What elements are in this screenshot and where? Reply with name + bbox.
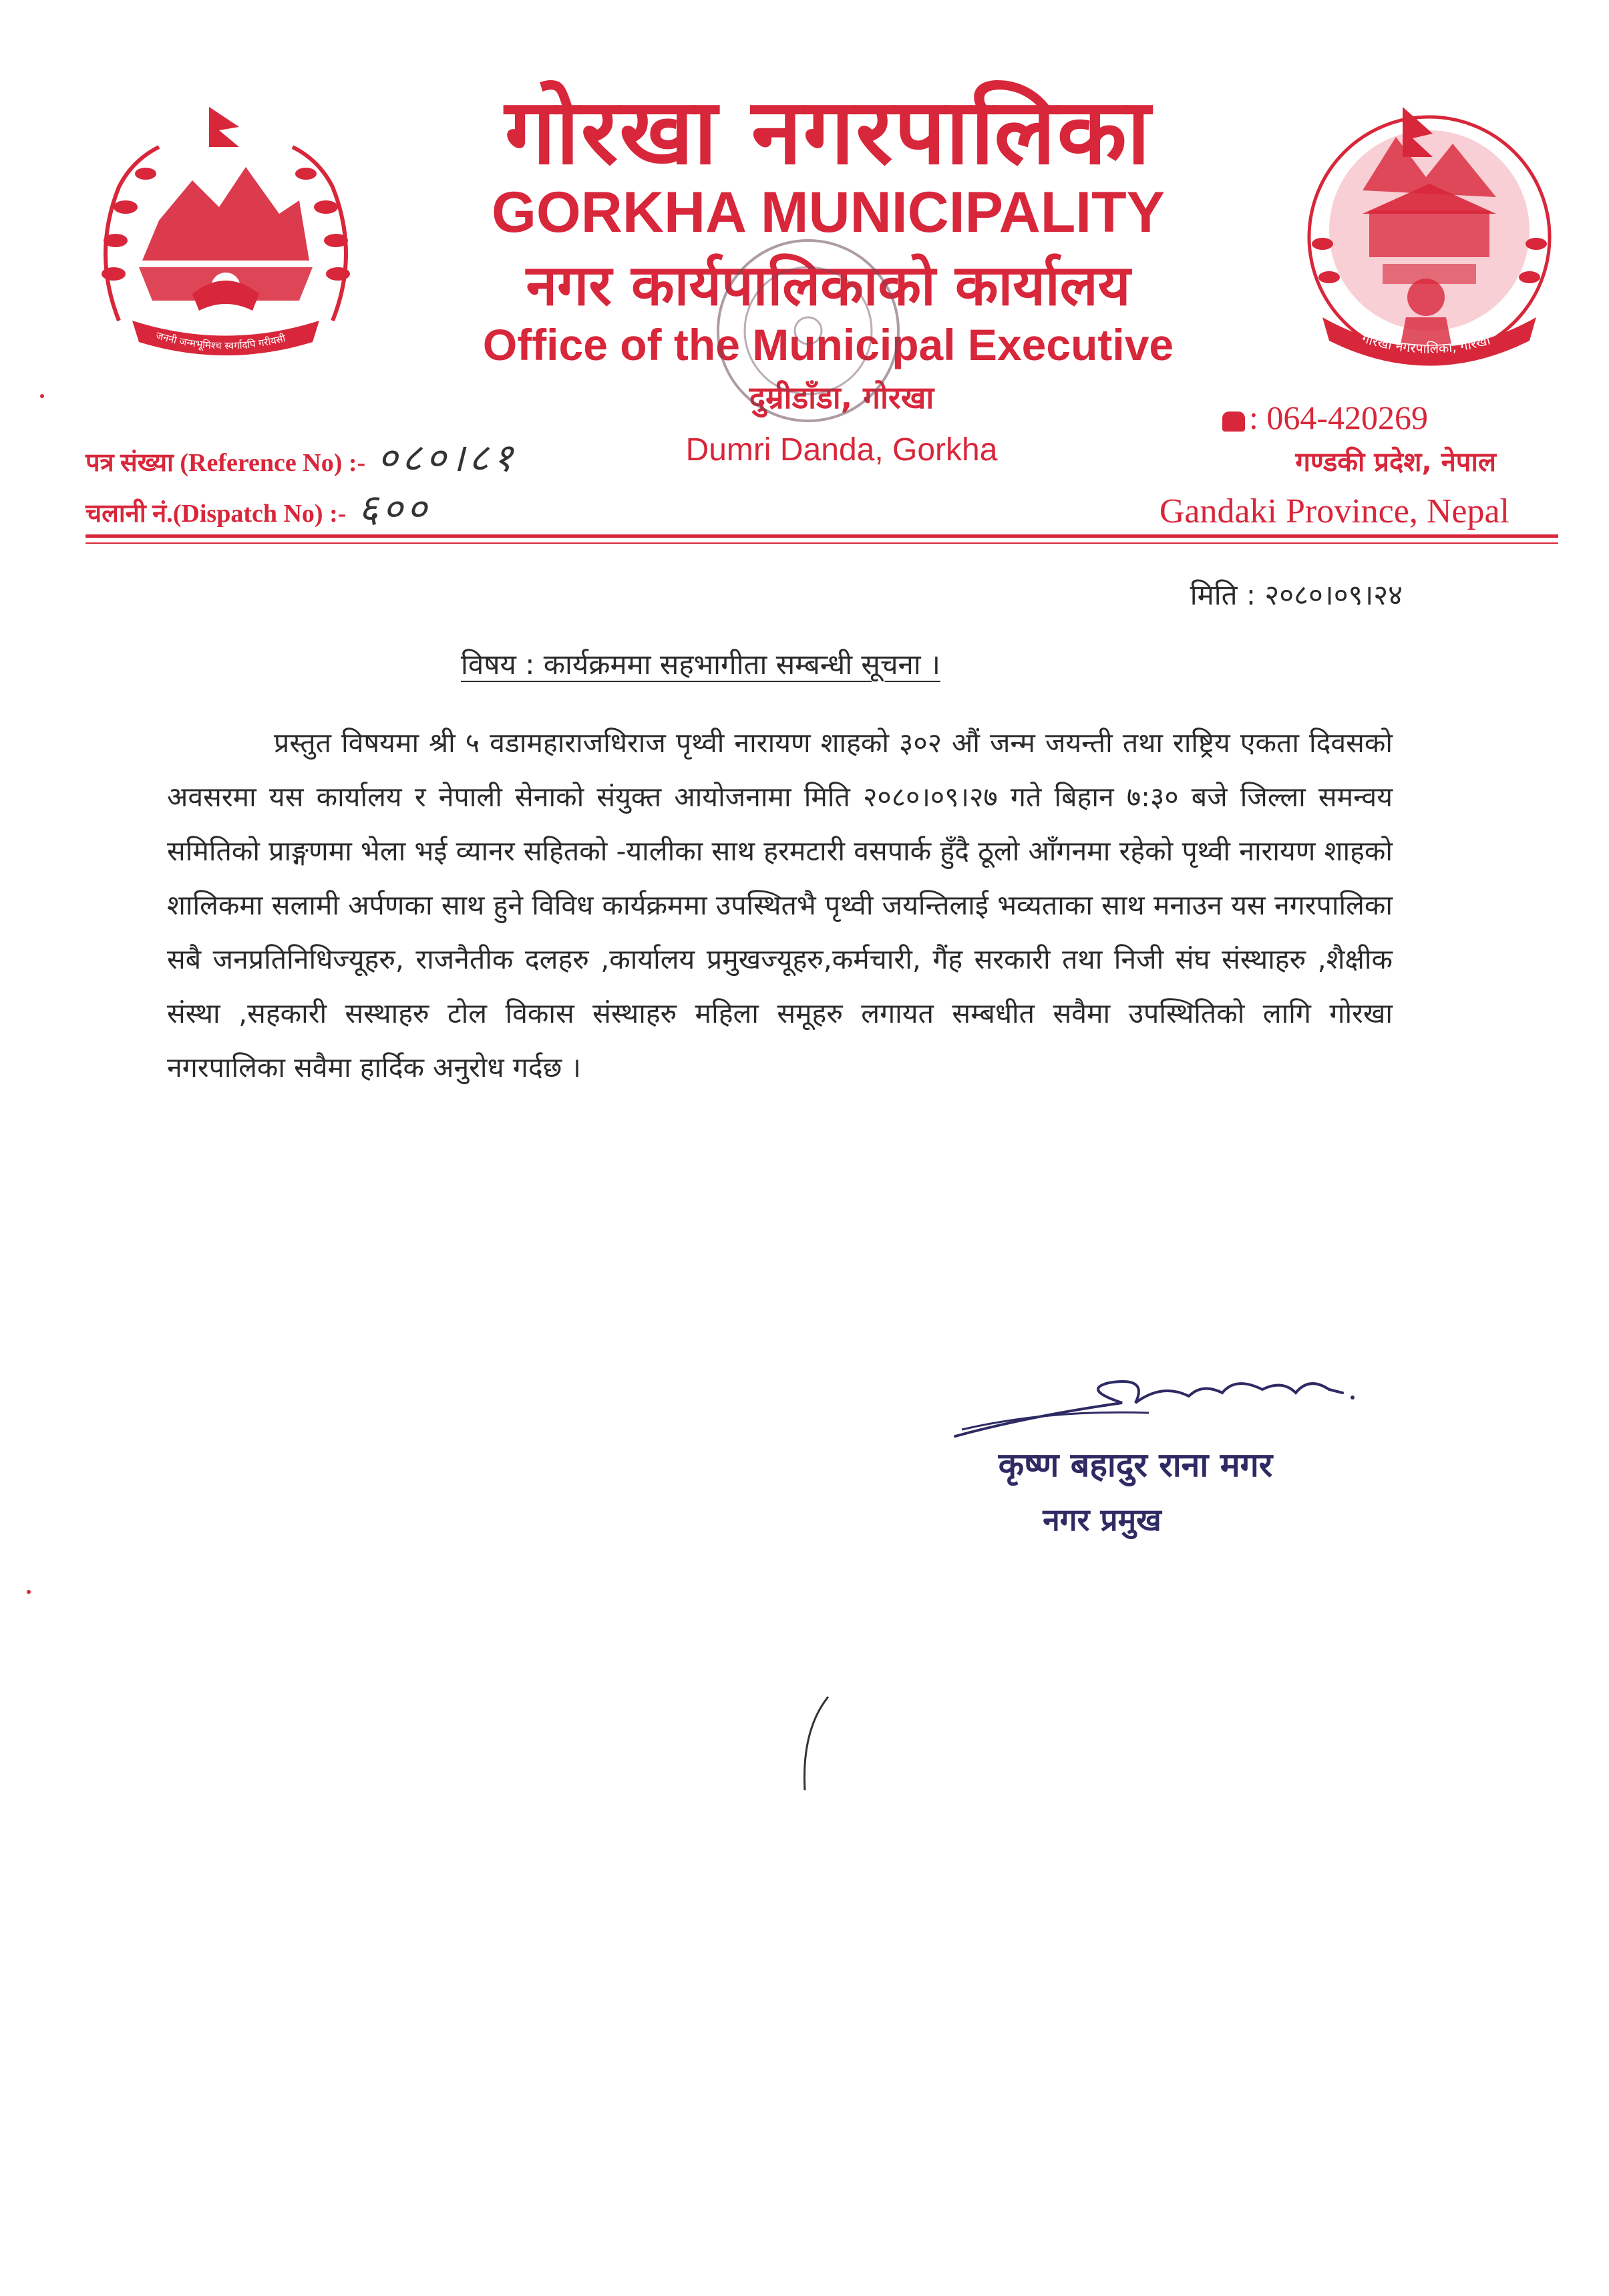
province-nepali: गण्डकी प्रदेश, नेपाल (1295, 447, 1496, 478)
letter-body: प्रस्तुत विषयमा श्री ५ वडामहाराजधिराज पृथ्वी नारायण शाहको ३०२ औं जन्म जयन्ती तथा राष्ट्रिय एकता दिवसको अवसरमा यस कार्यालय र नेपाली सेनाको संयुक्त आयोजनामा मिति २०८०।०९।२७ गते बिहान ७:३० बजे जिल्ला समन्वय समितिको प्राङ्गणमा भेला भई व्यानर सहितको -यालीका साथ हरमटारी वसपार्क हुँदै ठूलो आँगनमा रहेको पृथ्वी नारायण शाहको शालिकमा सलामी अर्पणका साथ हुने विविध कार्यक्रममा उपस्थितभै पृथ्वी जयन्तिलाई भव्यताका साथ मनाउन यस नगरपालिका सबै जनप्रतिनिधिज्यूहरु, राजनैतीक दलहरु ,कार्यालय प्रमुखज्यूहरु,कर्मचारी, गैंह सरकारी तथा निजी संघ संस्थाहरु ,शैक्षीक संस्था ,सहकारी सस्थाहरु टोल विकास संस्थाहरु महिला समूहरु लगायत सम्बधीत सवैमा उपस्थितिको लागि गोरखा नगरपालिका सवैमा हार्दिक अनुरोध गर्दछ । (167, 727, 1393, 1084)
office-title-nepali: नगर कार्यपालिकाको कार्यालय (526, 253, 1131, 318)
svg-text:जननी जन्मभूमिश्च स्वर्गादपि गर: जननी जन्मभूमिश्च स्वर्गादपि गरीयसी (154, 329, 287, 352)
header-divider-thin (85, 542, 1558, 544)
pen-mark (788, 1690, 842, 1797)
dispatch-value: ६०० (358, 486, 431, 531)
letter-subject: विषय : कार्यक्रममा सहभागीता सम्बन्धी सूचना । (461, 648, 940, 681)
address-english: Dumri Danda, Gorkha (685, 432, 998, 468)
reference-number (85, 435, 517, 480)
letter-date: मिति : २०८०।०९।२४ (1190, 579, 1403, 611)
scan-speck (27, 1590, 31, 1594)
reference-value: ०८०।८१ (377, 435, 517, 480)
handwritten-signature (948, 1363, 1363, 1450)
gorkha-municipality-logo (1282, 97, 1576, 377)
reference-label: पत्र संख्या (Reference No) :- (85, 449, 366, 477)
signatory-title: नगर प्रमुख (1043, 1502, 1161, 1538)
nepal-emblem-logo (79, 100, 373, 374)
province-english: Gandaki Province, Nepal (1159, 492, 1509, 530)
address-nepali: दुम्रीडाँडा, गोरखा (749, 379, 934, 416)
telephone-icon (1222, 412, 1245, 432)
scan-speck (40, 394, 44, 398)
dispatch-number (85, 486, 431, 531)
signatory-name: कृष्ण बहादुर राना मगर (998, 1446, 1273, 1484)
phone-number: : 064-420269 (1222, 401, 1516, 434)
svg-text:गोरखा नगरपालिका, गोरखा: गोरखा नगरपालिका, गोरखा (1360, 329, 1492, 357)
office-seal-stamp (708, 230, 908, 431)
header-divider (85, 534, 1558, 538)
municipality-title-nepali: गोरखा नगरपालिका (504, 79, 1152, 185)
office-title-english: Office of the Municipal Executive (482, 320, 1174, 369)
municipality-title-english: GORKHA MUNICIPALITY (491, 180, 1166, 244)
dispatch-label: चलानी नं.(Dispatch No) :- (85, 500, 347, 528)
